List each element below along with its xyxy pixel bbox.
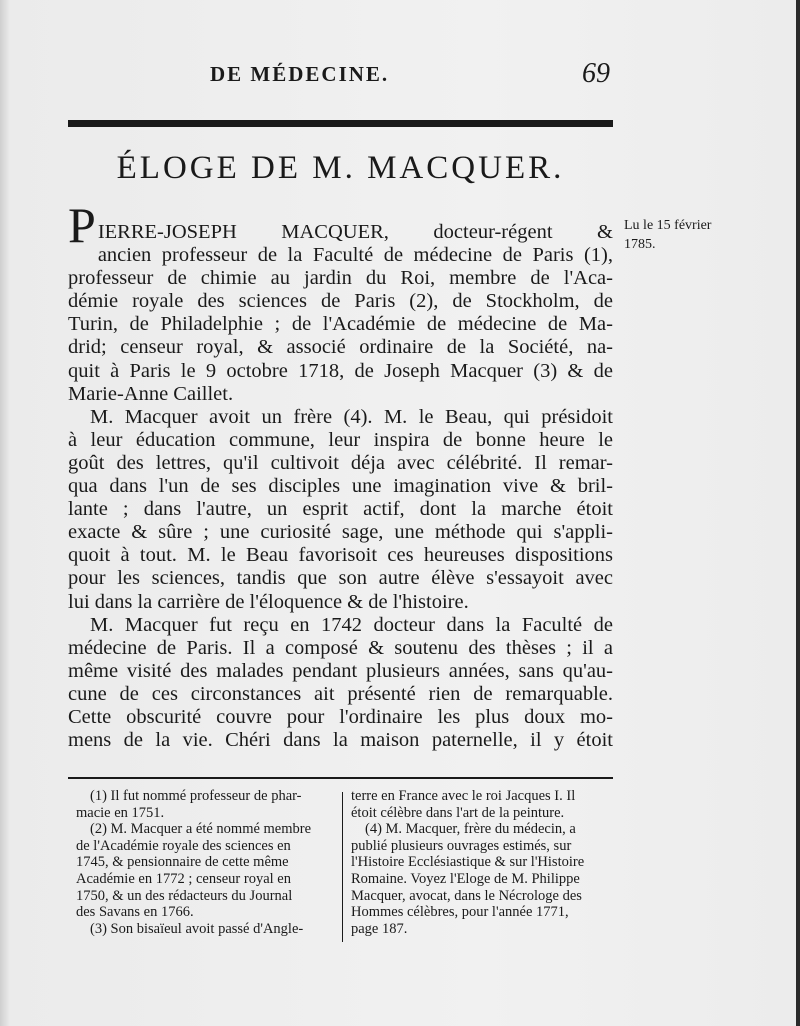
footnote-rule — [68, 777, 613, 779]
text-line: Marie-Anne Caillet. — [68, 382, 234, 405]
text-line: M. Macquer fut reçu en 1742 docteur dans la Faculté de — [90, 613, 613, 636]
text-line: professeur de chimie au jardin du Roi, membre de l'Aca- — [68, 267, 613, 290]
running-head: DE MÉDECINE. — [210, 62, 390, 86]
footnote-line: (4) M. Macquer, frère du médecin, a — [365, 821, 576, 838]
text-line: qua dans l'un de ses disciples une imagination vive & bril- — [68, 475, 613, 498]
text-line: goût des lettres, qu'il cultivoit déja avec célébrité. Il remar- — [68, 451, 613, 474]
text-line: quoit à tout. M. le Beau favorisoit ces heureuses dispositions — [68, 544, 613, 567]
footnote-line: (2) M. Macquer a été nommé membre — [90, 821, 312, 838]
text-line: pour les sciences, tandis que son autre élève s'essayoit avec — [68, 567, 613, 590]
text-line: démie royale des sciences de Paris (2), de Stockholm, de — [68, 290, 613, 313]
footnote-line: des Savans en 1766. — [76, 904, 194, 921]
text-line: à leur éducation commune, leur inspira de bonne heure le — [68, 428, 613, 451]
article-title: ÉLOGE DE M. MACQUER. — [116, 150, 565, 186]
marginal-note-date: Lu le 15 février — [624, 218, 712, 233]
marginal-note — [624, 216, 774, 254]
footnote-line: (3) Son bisaïeul avoit passé d'Angle- — [90, 920, 304, 937]
footnote-line: page 187. — [351, 920, 408, 937]
text-line: lui dans la carrière de l'éloquence & de l'histoire. — [68, 590, 469, 613]
text-line: ancien professeur de la Faculté de médecine de Paris (1), — [97, 244, 613, 267]
footnote-line: Hommes célèbres, pour l'année 1771, — [351, 904, 569, 921]
text-line: M. Macquer avoit un frère (4). M. le Beau, qui présidoit — [90, 405, 613, 428]
text-line: médecine de Paris. Il a composé & soutenu des thèses ; il a — [68, 636, 613, 659]
text-line: IERRE-JOSEPH MACQUER, docteur-régent & — [97, 221, 613, 243]
footnote-line: macie en 1751. — [76, 804, 165, 821]
marginal-note-year: 1785. — [624, 237, 656, 252]
footnote-line: Macquer, avocat, dans le Nécrologe des — [351, 887, 582, 904]
footnote-line: publié plusieurs ouvrages estimés, sur — [351, 837, 572, 854]
text-line: Cette obscurité couvre pour l'ordinaire les plus doux mo- — [68, 705, 613, 728]
page-number: 69 — [582, 58, 610, 89]
footnote-line: Romaine. Voyez l'Eloge de M. Philippe — [351, 870, 580, 887]
footnote-line: l'Histoire Ecclésiastique & sur l'Histoire — [351, 854, 585, 871]
body-text — [68, 197, 613, 752]
footnotes-left-column — [76, 788, 338, 937]
footnote-line: Académie en 1772 ; censeur royal en — [76, 870, 291, 887]
page-header — [210, 58, 610, 92]
text-line: cune de ces circonstances ait présenté rien de remarquable. — [68, 682, 613, 705]
footnote-line: étoit célèbre dans l'art de la peinture. — [351, 804, 565, 821]
footnote-line: 1750, & un des rédacteurs du Journal — [76, 887, 293, 904]
footnote-line: 1745, & pensionnaire de cette même — [76, 854, 289, 871]
footnote-line: (1) Il fut nommé professeur de phar- — [90, 788, 302, 804]
page-edge-shadow — [796, 0, 800, 1026]
text-line: Turin, de Philadelphie ; de l'Académie de médecine de Ma- — [68, 313, 613, 336]
footnote-column-separator — [342, 792, 343, 942]
footnotes-right-column — [351, 788, 613, 937]
footnote-line: de l'Académie royale des sciences en — [76, 837, 291, 854]
text-line: drid; censeur royal, & associé ordinaire de la Société, na- — [68, 336, 613, 359]
text-line: lante ; dans l'autre, un esprit actif, dont la marche étoit — [68, 498, 613, 521]
footnote-line: terre en France avec le roi Jacques I. Il — [351, 788, 576, 804]
header-rule — [68, 120, 613, 127]
text-line: mens de la vie. Chéri dans la maison paternelle, il y étoit — [68, 729, 613, 752]
text-line: exacte & sûre ; une curiosité sage, une méthode qui s'appli- — [68, 521, 613, 544]
text-line: quit à Paris le 9 octobre 1718, de Joseph Macquer (3) & de — [68, 359, 613, 382]
text-line: même visité des malades pendant plusieurs années, sans qu'au- — [68, 659, 613, 682]
drop-cap: P — [68, 197, 96, 253]
